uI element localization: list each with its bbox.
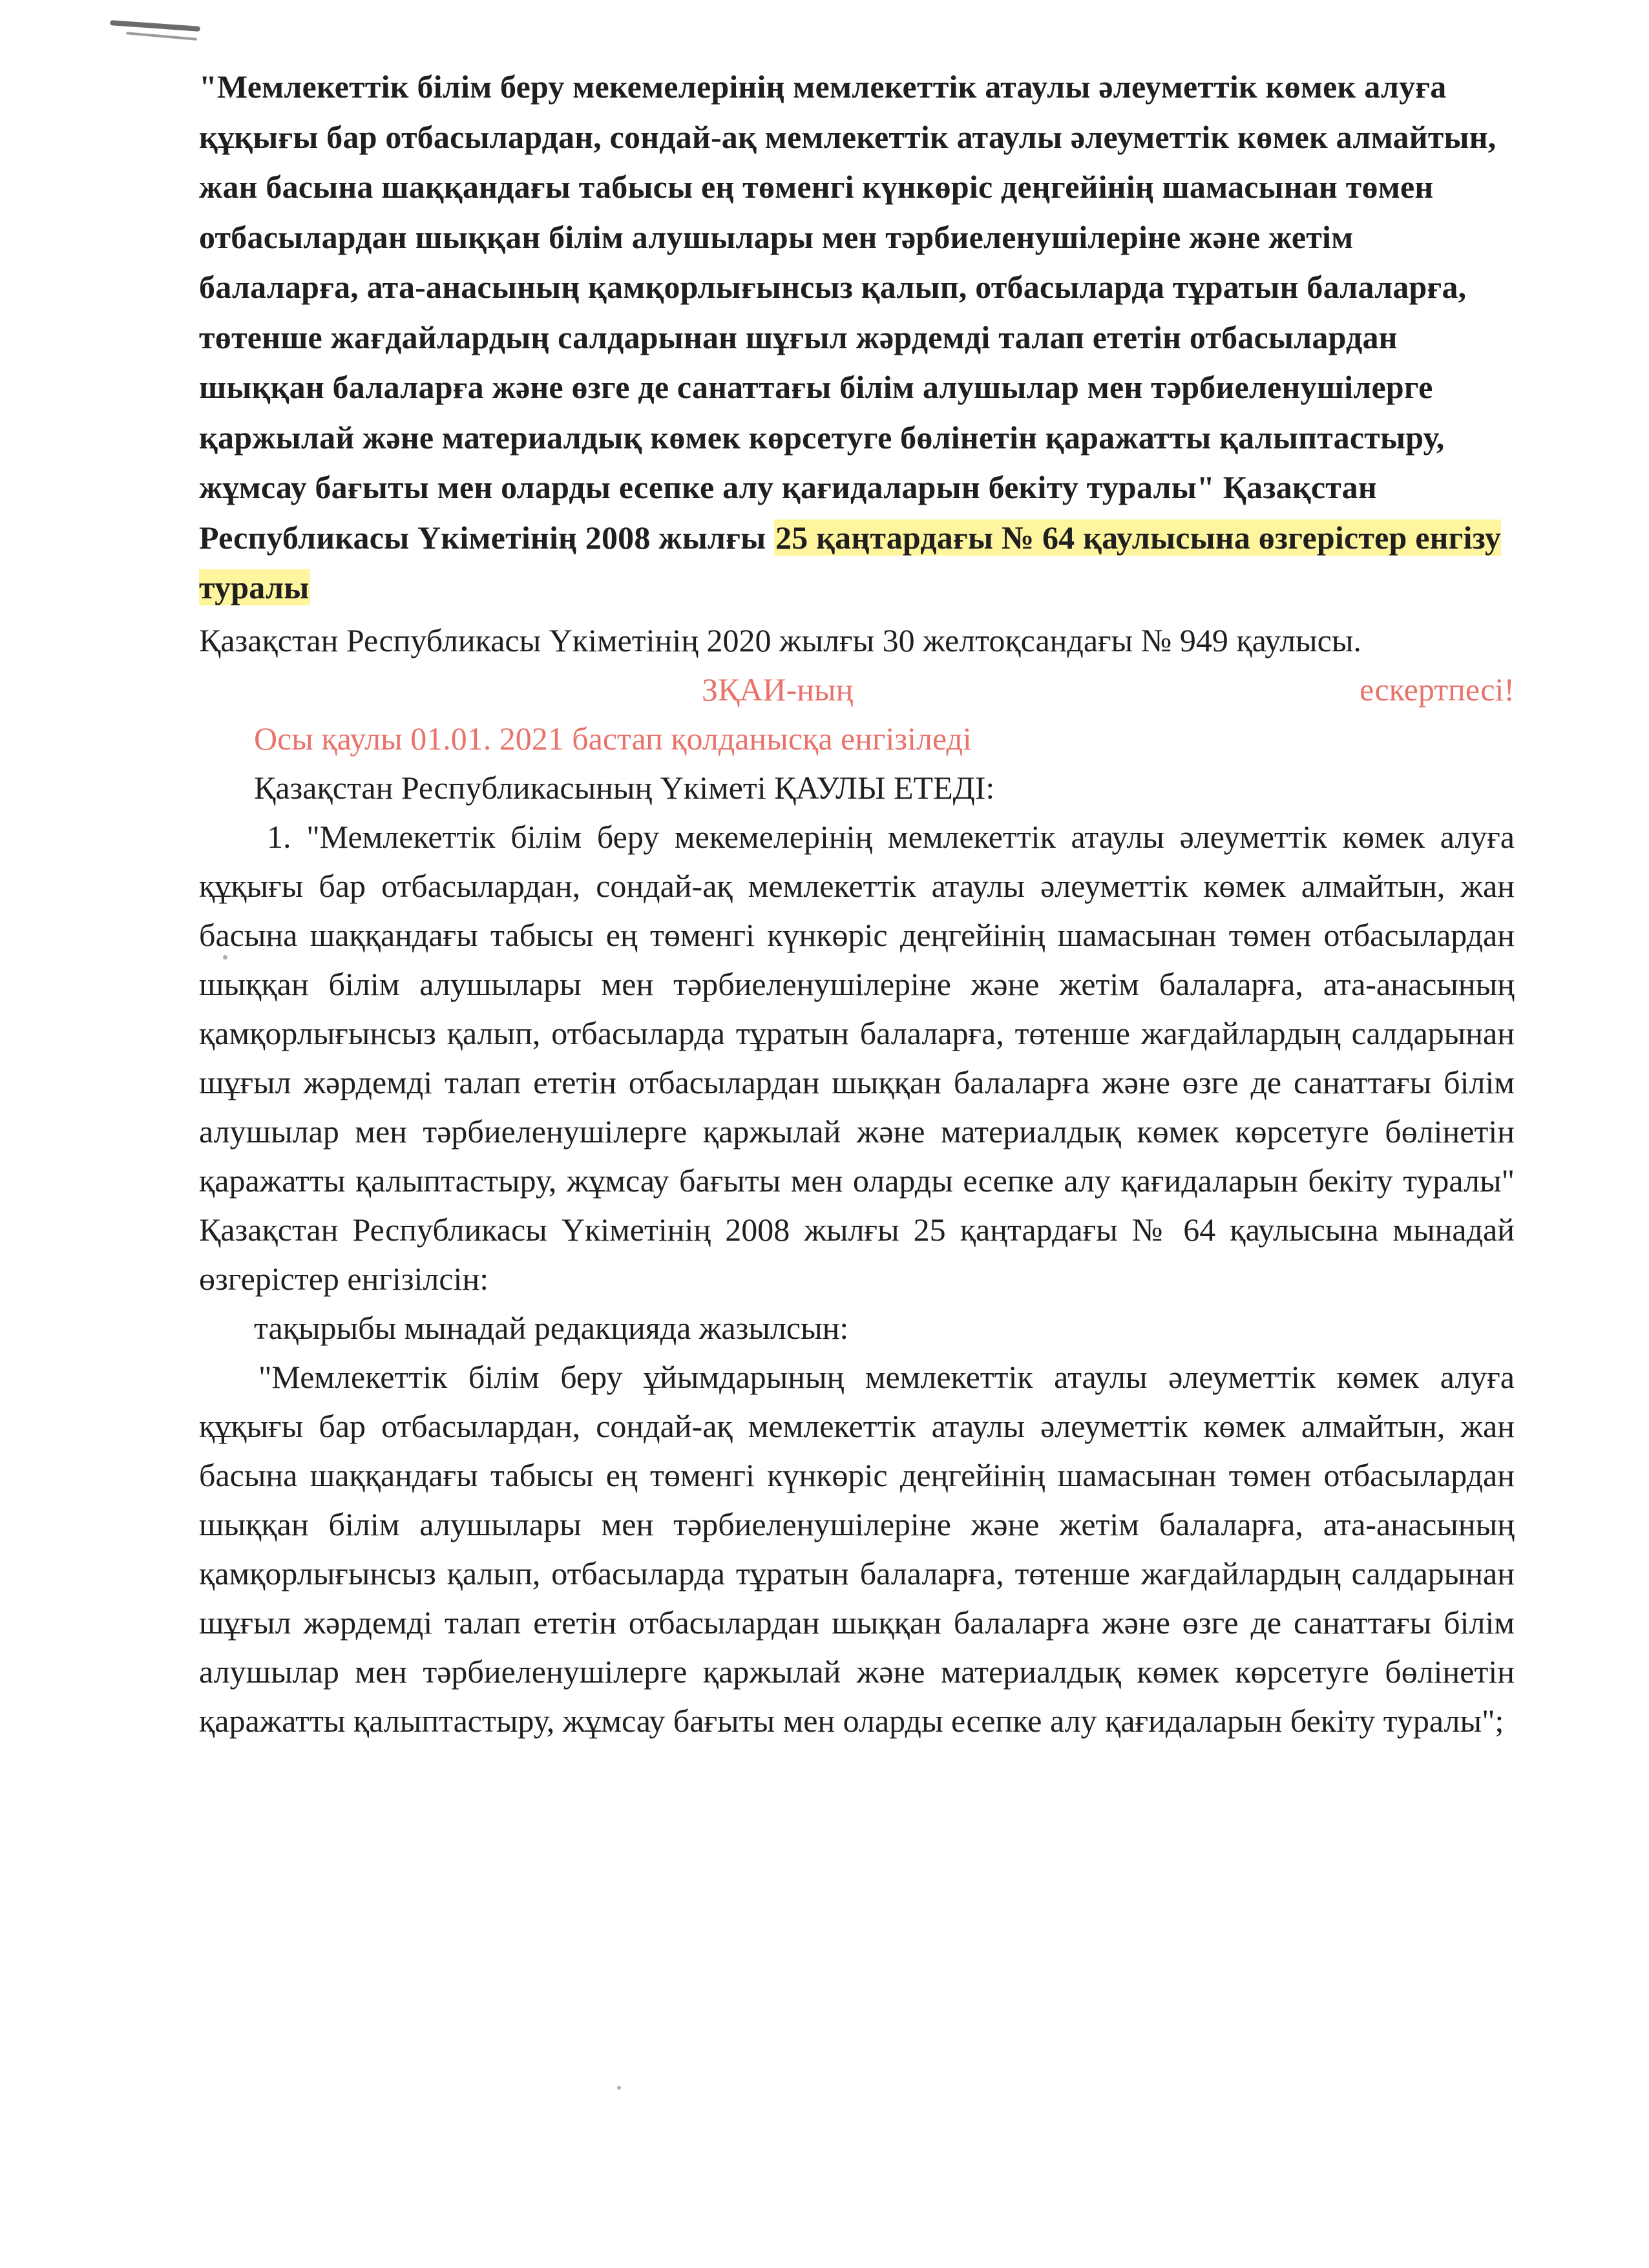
- decree-point-1: 1. "Мемлекеттік білім беру мекемелерінің мемлекеттік атаулы әлеуметтік көмек алуға құқығы бар отбасылардан, сондай-ақ мемлекеттік атаулы әлеуметтік көмек алмайтын, жан басына шаққандағы табысы ең төменгі күнкөріс деңгейінің шамасынан төмен отбасылардан шыққан білім алушылары мен тәрбиеленушілеріне және жетім балаларға, ата-анасының қамқорлығынсыз қалып, отбасыларда тұратын балаларға, төтенше жағдайлардың салдарынан шұғыл жәрдемді талап ететін отбасылардан шыққан балаларға және өзге де санаттағы білім алушылар мен тәрбиеленушілерге қаржылай және материалдық көмек көрсетуге бөлінетін қаражатты қалыптастыру, жұмсау бағыты мен оларды есепке алу қағидаларын бекіту туралы" Қазақстан Республикасы Үкіметінің 2008 жылғы 25 қаңтардағы № 64 қаулысына мынадай өзгерістер енгізілсін:: [199, 818, 1515, 1297]
- document-title: [199, 62, 1515, 613]
- scan-mark: [110, 20, 200, 32]
- scan-mark-secondary: [126, 32, 197, 41]
- decree-intro: Қазақстан Республикасының Үкіметі ҚАУЛЫ ЕТЕДІ:: [254, 769, 995, 806]
- scan-speck: [617, 2086, 621, 2090]
- document-page: [199, 62, 1515, 1745]
- new-title-text: "Мемлекеттік білім беру ұйымдарының мемлекеттік атаулы әлеуметтік көмек алуға құқығы бар отбасылардан, сондай-ақ мемлекеттік атаулы әлеуметтік көмек алмайтын, жан басына шаққандағы табысы ең төменгі күнкөріс деңгейінің шамасынан төмен отбасылардан шыққан білім алушылары мен тәрбиеленушілеріне және жетім балаларға, ата-анасының қамқорлығынсыз қалып, отбасыларда тұратын балаларға, төтенше жағдайлардың салдарынан шұғыл жәрдемді талап ететін отбасылардан шыққан балаларға және өзге де санаттағы білім алушылар мен тәрбиеленушілерге қаржылай және материалдық көмек көрсетуге бөлінетін қаражатты қалыптастыру, жұмсау бағыты мен оларды есепке алу қағидаларын бекіту туралы";: [199, 1358, 1515, 1739]
- title-instruction: тақырыбы мынадай редакцияда жазылсын:: [254, 1309, 849, 1346]
- note-label-right: ескертпесі!: [1360, 671, 1515, 708]
- document-source: Қазақстан Республикасы Үкіметінің 2020 жылғы 30 желтоқсандағы № 949 қаулысы.: [199, 622, 1361, 658]
- title-text: "Мемлекеттік білім беру мекемелерінің мемлекеттік атаулы әлеуметтік көмек алуға құқығы бар отбасылардан, сондай-ақ мемлекеттік атаулы әлеуметтік көмек алмайтын, жан басына шаққандағы табысы ең төменгі күнкөріс деңгейінің шамасынан төмен отбасылардан шыққан білім алушылары мен тәрбиеленушілеріне және жетім балаларға, ата-анасының қамқорлығынсыз қалып, отбасыларда тұратын балаларға, төтенше жағдайлардың салдарынан шұғыл жәрдемді талап ететін отбасылардан шыққан балаларға және өзге де санаттағы білім алушылар мен тәрбиеленушілерге қаржылай және материалдық көмек көрсетуге бөлінетін қаражатты қалыптастыру, жұмсау бағыты мен оларды есепке алу қағидаларын бекіту туралы" Қазақстан Республикасы Үкіметінің 2008 жылғы: [199, 68, 1497, 556]
- title-highlighted-text: 25 қаңтардағы № 64 қаулысына өзгерістер енгізу туралы: [199, 519, 1502, 605]
- editor-note-heading: [199, 665, 1515, 714]
- note-label-left: ЗҚАИ-ның: [702, 671, 854, 708]
- editor-note-text: Осы қаулы 01.01. 2021 бастап қолданысқа енгізіледі: [254, 720, 972, 757]
